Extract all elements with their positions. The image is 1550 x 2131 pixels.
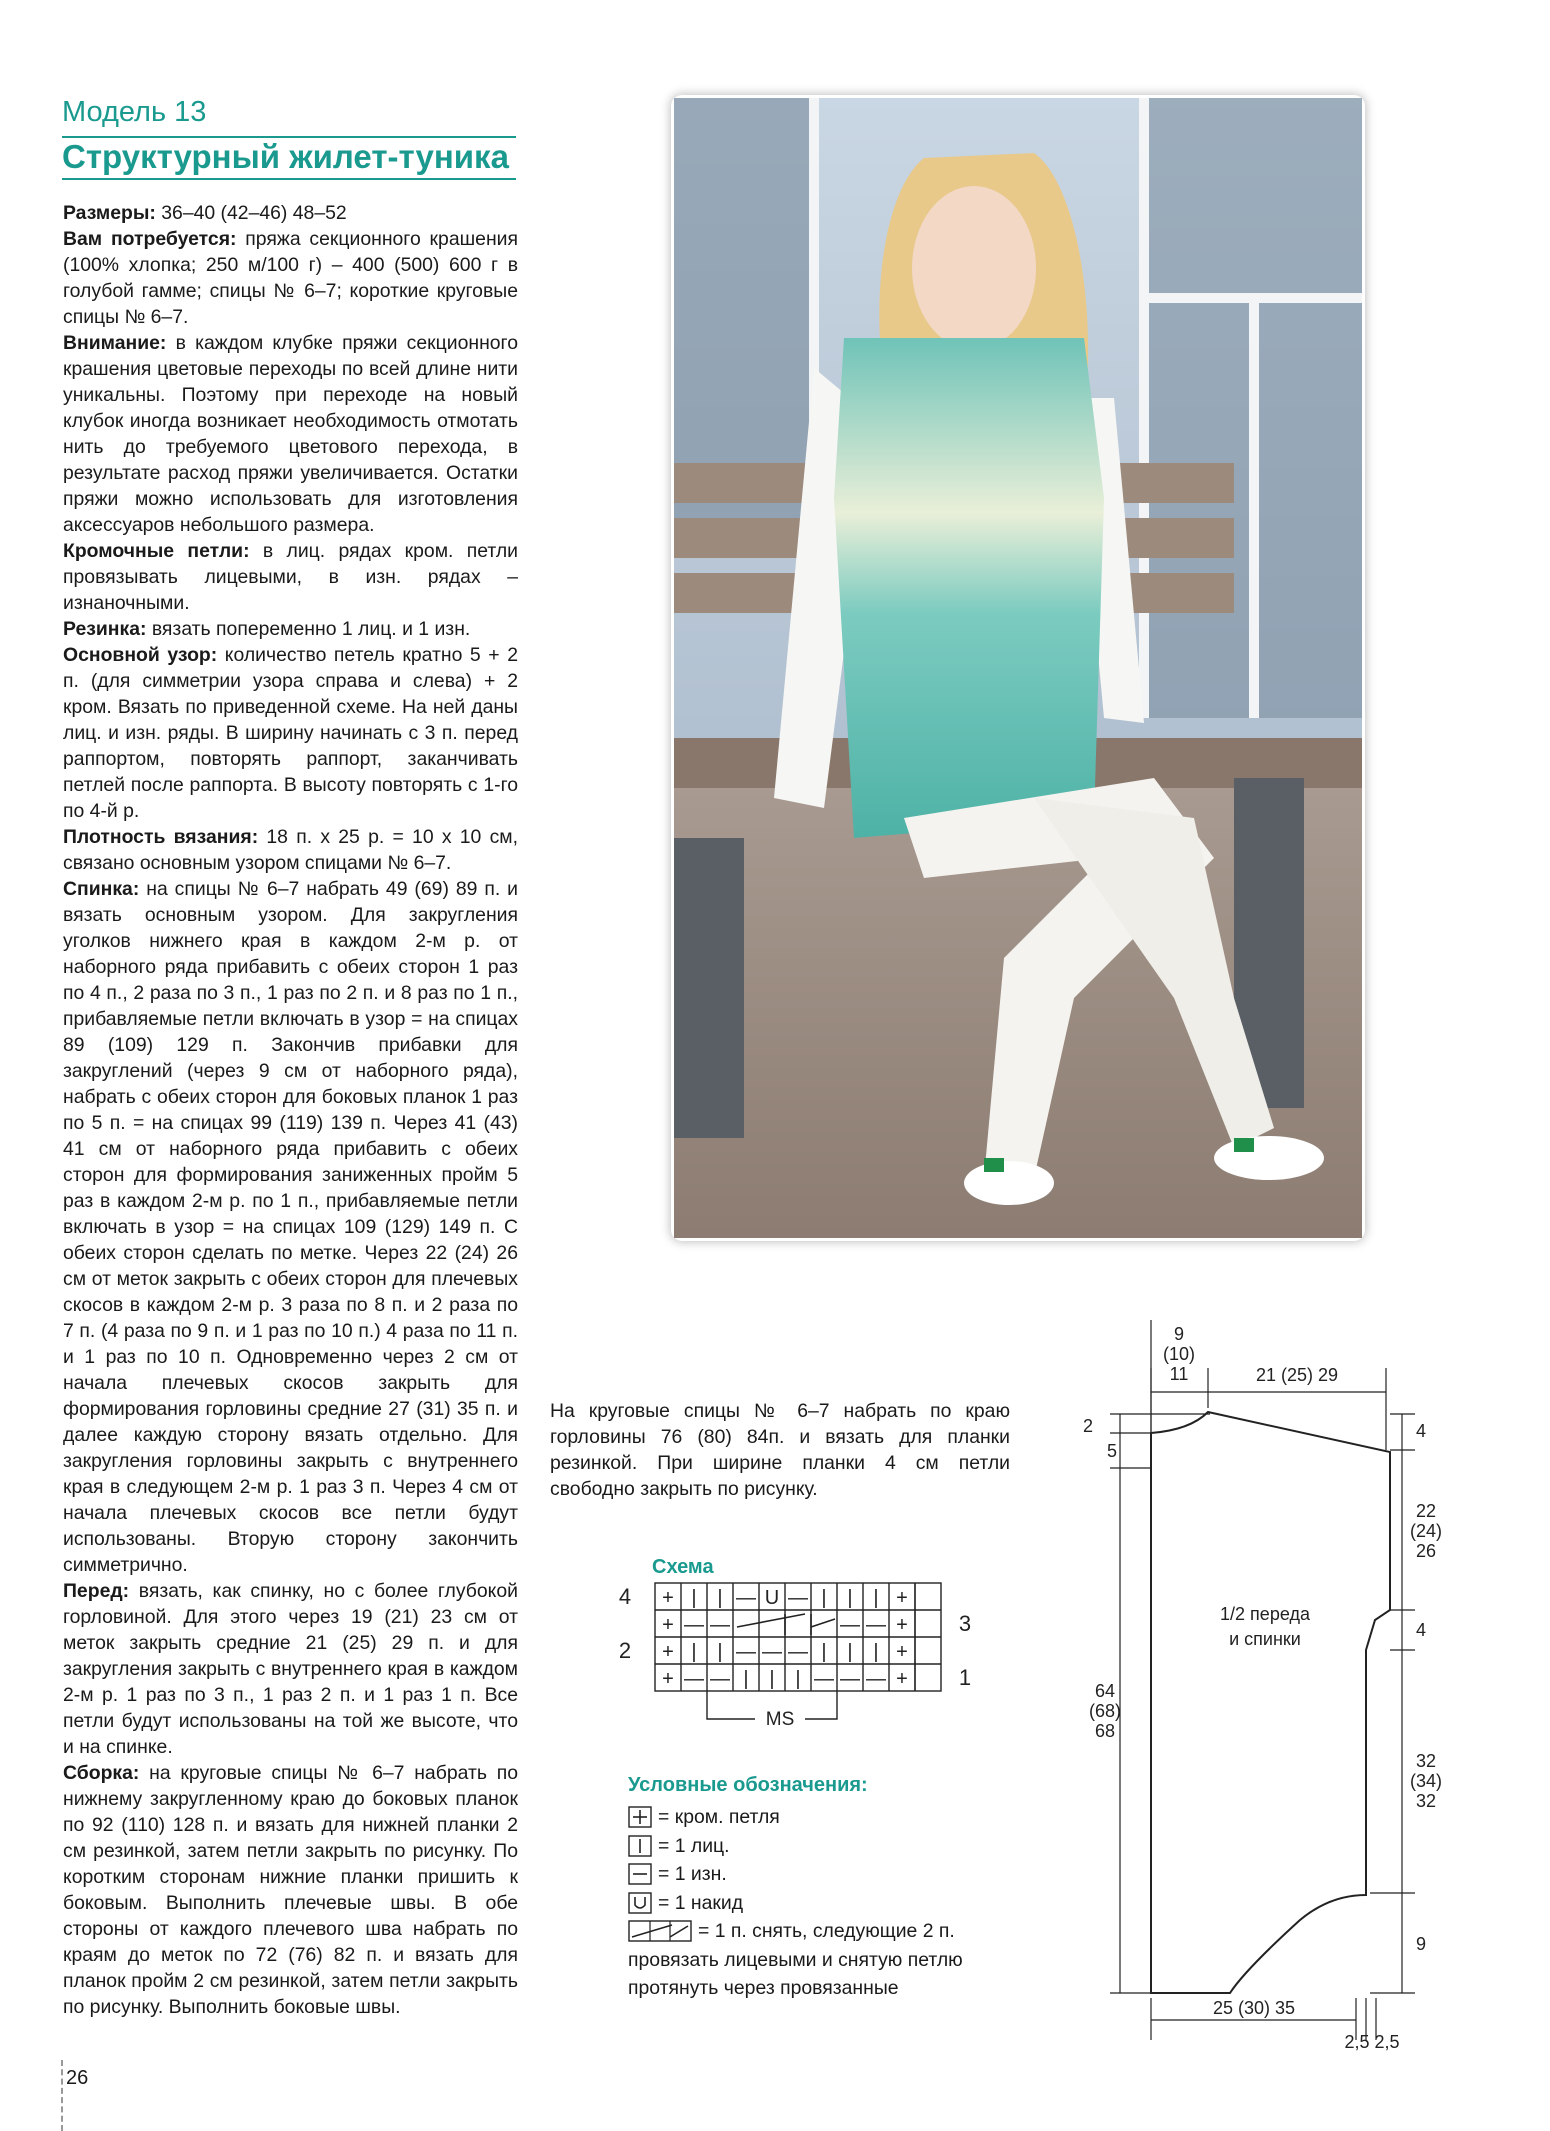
svg-text:—: —: [866, 1668, 886, 1690]
paragraph-attention: Внимание: в каждом клубке пряжи секционного крашения цветовые переходы по всей длине нити уникальны. Поэтому при переходе на новый клубок иногда возникает необходимость отмотать нить до требуемого цветового перехода, в результате расход пряжи увеличивается. Остатки пряжи можно использовать для изготовления аксессуаров небольшого размера.: [63, 332, 518, 536]
paragraph-main-pattern: Основной узор: количество петель кратно 5 + 2 п. (для симметрии узора справа и слева) + 2 кром. Вязать по приведенной схеме. На ней даны лиц. и изн. ряды. В ширину начинать с 3 п. перед раппортом, повторять раппорт, заканчивать петлей после раппорта. В высоту повторять с 1-го по 4-й р.: [63, 644, 518, 822]
svg-text:—: —: [710, 1668, 730, 1690]
total-length-label: (68): [1088, 1701, 1122, 1721]
paragraph-sizes: Размеры: 36–40 (42–46) 48–52: [63, 202, 347, 224]
side-length-label: (34): [1410, 1771, 1443, 1791]
row-number-3: 3: [958, 1611, 972, 1636]
side-length-label: 32: [1416, 1791, 1437, 1811]
legend-item: = 1 п. снять, следующие 2 п.: [628, 1917, 963, 1946]
total-length-label: 64: [1094, 1681, 1116, 1701]
page-number: 26: [66, 2067, 89, 2089]
schematic-title: 1/2 переда: [1220, 1604, 1310, 1624]
title-rule-bottom: [62, 178, 516, 180]
paragraph-back: Спинка: на спицы № 6–7 набрать 49 (69) 89 п. и вязать основным узором. Для закругления уголков нижнего края в каждом 2-м р. от наборного ряда прибавить с обеих сторон 1 раз по 4 п., 2 раза по 3 п., 1 раз по 2 п. и 8 раз по 1 п., прибавляемые петли включать в узор = на спицах 89 (109) 129 п. Закончив прибавки для закруглений (через 9 см от наборного ряда), набрать с обеих сторон для боковых планок 1 раз по 5 п. = на спицах 99 (119) 139 п. Через 41 (43) 41 см от наборного ряда прибавить с обеих сторон для формирования заниженных пройм 5 раз в каждом 2-м р. по 1 п., прибавляемые петли включать в узор = на спицах 109 (129) 149 п. С обеих сторон сделать по метке. Через 22 (24) 26 см от меток закрыть с обеих сторон для плечевых скосов в каждом 2-м р. 3 раза по 8 п. и 2 раза по 7 п. (4 раза по 9 п. и 1 раз по 10 п.) 4 раза по 11 п. и 1 раз по 10 п. Одновременно через 2 см от начала плечевых скосов закрыть для формирования горловины средние 27 (31) 35 п. и далее каждую сторону вязать отдельно. Для закругления горловины закрыть с внутреннего края в следующем 2-м р. 1 раз 3 п. Через 4 см от начала плечевых скосов все петли будут использованы. Вторую сторону закончить симметрично.: [63, 878, 518, 1576]
neck-depth-back-label: 2: [1082, 1416, 1094, 1436]
svg-text:+: +: [662, 1614, 674, 1636]
svg-text:—: —: [684, 1668, 704, 1690]
model-label: Модель 13: [62, 96, 207, 128]
svg-text:—: —: [788, 1641, 808, 1663]
neck-width-label: 9: [1173, 1324, 1185, 1344]
hem-round-label: 9: [1416, 1934, 1427, 1954]
svg-text:|: |: [717, 1587, 723, 1609]
page-edge-marker: [61, 2060, 63, 2131]
page-title: Структурный жилет-туника: [62, 138, 509, 175]
assembly-continued-text: На круговые спицы № 6–7 набрать по краю горловины 76 (80) 84п. и вязать для планки резинкой. При ширине планки 4 см петли свободно закрыть по рисунку.: [550, 1400, 1010, 1500]
svg-text:—: —: [840, 1614, 860, 1636]
svg-text:—: —: [840, 1668, 860, 1690]
knit-stitch-icon: [628, 1835, 652, 1857]
legend-item: = 1 накид: [628, 1889, 963, 1918]
legend-title: Условные обозначения:: [628, 1774, 868, 1796]
armhole-label: 26: [1416, 1541, 1437, 1561]
svg-text:+: +: [896, 1587, 908, 1609]
svg-text:|: |: [847, 1587, 853, 1609]
side-bands-label: 2,5 2,5: [1344, 2032, 1400, 2052]
neck-width-label: 11: [1169, 1364, 1189, 1384]
neck-depth-front-label: 5: [1106, 1441, 1118, 1461]
svg-text:|: |: [743, 1668, 749, 1690]
armhole-label: (24): [1410, 1521, 1443, 1541]
svg-text:U: U: [764, 1587, 780, 1609]
svg-text:—: —: [736, 1587, 756, 1609]
legend-item: = 1 лиц.: [628, 1832, 963, 1861]
svg-text:|: |: [691, 1641, 697, 1663]
instructions-text: [63, 200, 518, 2020]
knitting-chart: [605, 1583, 995, 1768]
svg-text:|: |: [873, 1587, 879, 1609]
svg-text:+: +: [896, 1614, 908, 1636]
neck-width-label: (10): [1162, 1344, 1196, 1364]
shoulder-width-label: 21 (25) 29: [1255, 1365, 1339, 1385]
svg-text:+: +: [662, 1668, 674, 1690]
svg-text:—: —: [736, 1641, 756, 1663]
svg-text:—: —: [866, 1614, 886, 1636]
paragraph-materials: Вам потребуется: пряжа секционного крашения (100% хлопка; 250 м/100 г) – 400 (500) 600 г в голубой гамме; спицы № 6–7; короткие круговые спицы № 6–7.: [63, 228, 518, 328]
model-photo: [674, 98, 1362, 1238]
svg-text:—: —: [710, 1614, 730, 1636]
repeat-label: MS: [765, 1709, 795, 1730]
legend-item: = 1 изн.: [628, 1860, 963, 1889]
scheme-title: Схема: [652, 1556, 714, 1578]
legend: [628, 1803, 963, 2003]
paragraph-assembly: Сборка: на круговые спицы № 6–7 набрать по нижнему закругленному краю до боковых планок по 92 (110) 128 п. и вязать для нижней планки 2 см резинкой, затем петли закрыть по рисунку. По коротким сторонам нижние планки пришить к боковым. Выполнить плечевые швы. В обе стороны от каждого плечевого шва набрать по краям до меток по 72 (76) 82 п. и вязать для планок пройм 2 см резинкой, затем петли закрыть по рисунку. Выполнить боковые швы.: [63, 1762, 518, 2018]
yarn-over-icon: [628, 1892, 652, 1914]
svg-text:|: |: [795, 1668, 801, 1690]
schematic-title: и спинки: [1229, 1629, 1301, 1649]
bottom-width-label: 25 (30) 35: [1212, 1998, 1296, 2018]
row-number-4: 4: [618, 1584, 632, 1609]
svg-text:|: |: [821, 1641, 827, 1663]
svg-text:—: —: [762, 1641, 782, 1663]
svg-text:—: —: [814, 1668, 834, 1690]
svg-text:+: +: [662, 1587, 674, 1609]
paragraph-edge-stitches: Кромочные петли: в лиц. рядах кром. петли провязывать лицевыми, в изн. рядах – изнаночными.: [63, 540, 518, 614]
purl-stitch-icon: [628, 1863, 652, 1885]
total-length-label: 68: [1094, 1721, 1116, 1741]
row-number-1: 1: [958, 1665, 972, 1690]
side-length-label: 32: [1416, 1751, 1437, 1771]
svg-text:+: +: [662, 1641, 674, 1663]
svg-text:—: —: [684, 1614, 704, 1636]
legend-item: = кром. петля: [628, 1803, 963, 1832]
armhole-step-label: 4: [1416, 1620, 1427, 1640]
svg-text:|: |: [847, 1641, 853, 1663]
slip-knit-two-icon: [628, 1920, 692, 1942]
edge-stitch-icon: [628, 1806, 652, 1828]
svg-text:|: |: [691, 1587, 697, 1609]
paragraph-front: Перед: вязать, как спинку, но с более глубокой горловиной. Для этого через 19 (21) 23 см от меток закрыть средние 21 (25) 29 п. и для закругления закрыть с внутреннего края в каждом 2-м р. 1 раз по 3 п., 1 раз 2 п. и 1 раз 1 п. Все петли будут использованы на той же высоте, что и на спинке.: [63, 1580, 518, 1758]
armhole-label: 22: [1416, 1501, 1437, 1521]
svg-text:+: +: [896, 1668, 908, 1690]
svg-text:|: |: [717, 1641, 723, 1663]
legend-text-line: провязать лицевыми и снятую петлю: [628, 1948, 963, 1971]
paragraph-rib: Резинка: вязать попеременно 1 лиц. и 1 изн.: [63, 618, 471, 640]
paragraph-gauge: Плотность вязания: 18 п. х 25 р. = 10 х 10 см, связано основным узором спицами № 6–7.: [63, 826, 518, 874]
pattern-schematic: [1070, 1320, 1443, 2065]
legend-text-line: протянуть через провязанные: [628, 1977, 899, 1999]
svg-text:—: —: [788, 1587, 808, 1609]
row-number-2: 2: [618, 1638, 632, 1663]
svg-text:|: |: [873, 1641, 879, 1663]
shoulder-slope-label: 4: [1416, 1421, 1427, 1441]
svg-text:|: |: [821, 1587, 827, 1609]
svg-text:+: +: [896, 1641, 908, 1663]
svg-text:|: |: [769, 1668, 775, 1690]
